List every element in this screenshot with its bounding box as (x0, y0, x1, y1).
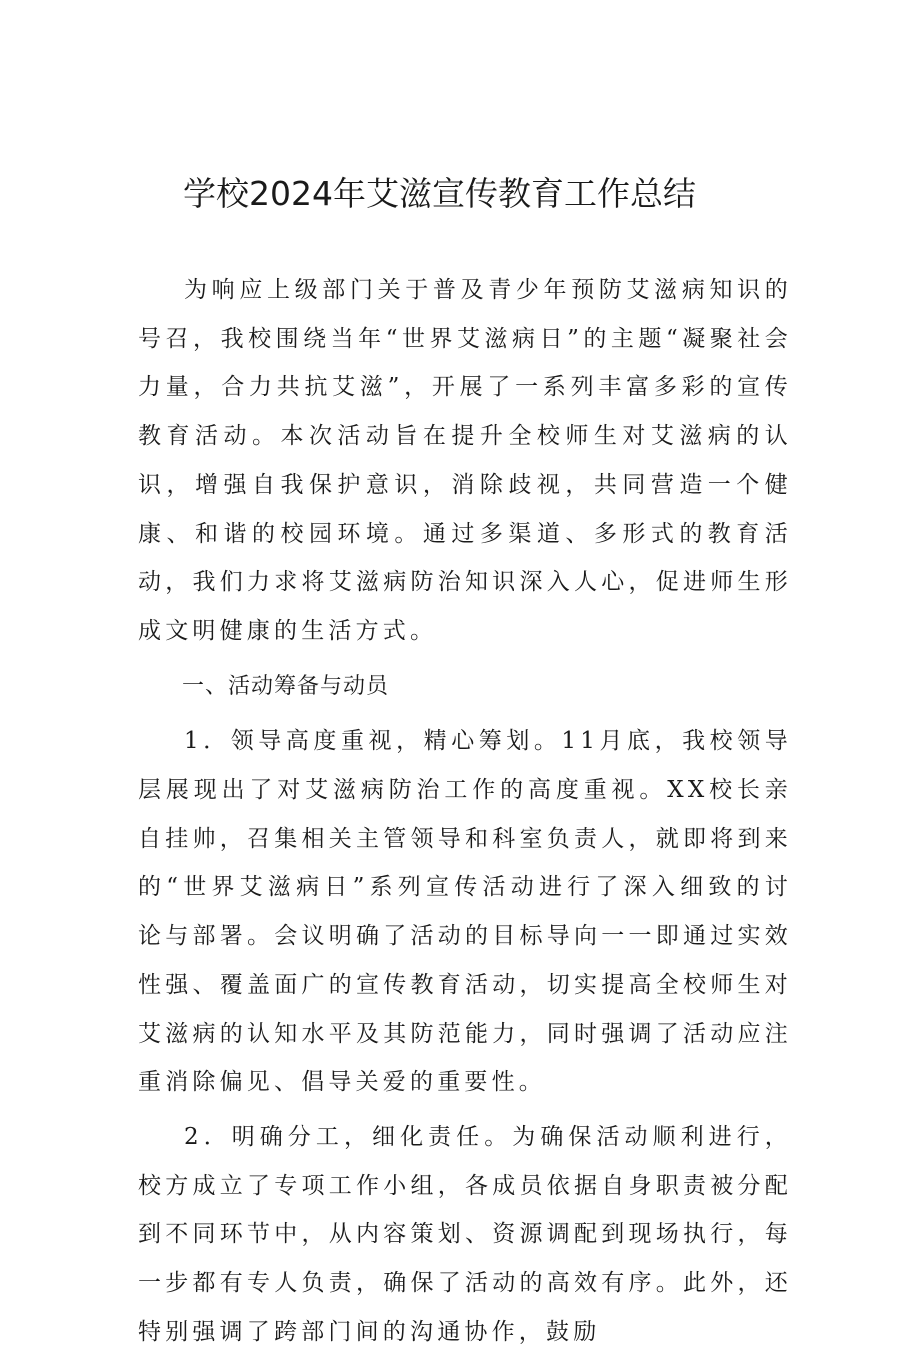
intro-paragraph: 为响应上级部门关于普及青少年预防艾滋病知识的号召，我校围绕当年“世界艾滋病日”的主题“凝聚社会力量，合力共抗艾滋”，开展了一系列丰富多彩的宣传教育活动。本次活动旨在提升全校师生对艾滋病的认识，增强自我保护意识，消除歧视，共同营造一个健康、和谐的校园环境。通过多渠道、多形式的教育活动，我们力求将艾滋病防治知识深入人心，促进师生形成文明健康的生活方式。 (138, 277, 792, 644)
item-paragraph-2: 2．明确分工，细化责任。为确保活动顺利进行，校方成立了专项工作小组，各成员依据自身职责被分配到不同环节中，从内容策划、资源调配到现场执行，每一步都有专人负责，确保了活动的高效有序。此外，还特别强调了跨部门间的沟通协作，鼓励 (138, 1123, 792, 1345)
item-paragraph-1: 1．领导高度重视，精心筹划。11月底，我校领导层展现出了对艾滋病防治工作的高度重视。XX校长亲自挂帅，召集相关主管领导和科室负责人，就即将到来的“世界艾滋病日”系列宣传活动进行了深入细致的讨论与部署。会议明确了活动的目标导向一一即通过实效性强、覆盖面广的宣传教育活动，切实提高全校师生对艾滋病的认知水平及其防范能力，同时强调了活动应注重消除偏见、倡导关爱的重要性。 (138, 728, 792, 1096)
document-body (138, 266, 792, 1356)
document-title: 学校2024年艾滋宣传教育工作总结 (183, 174, 696, 213)
section-heading: 一、活动筹备与动员 (182, 673, 390, 699)
